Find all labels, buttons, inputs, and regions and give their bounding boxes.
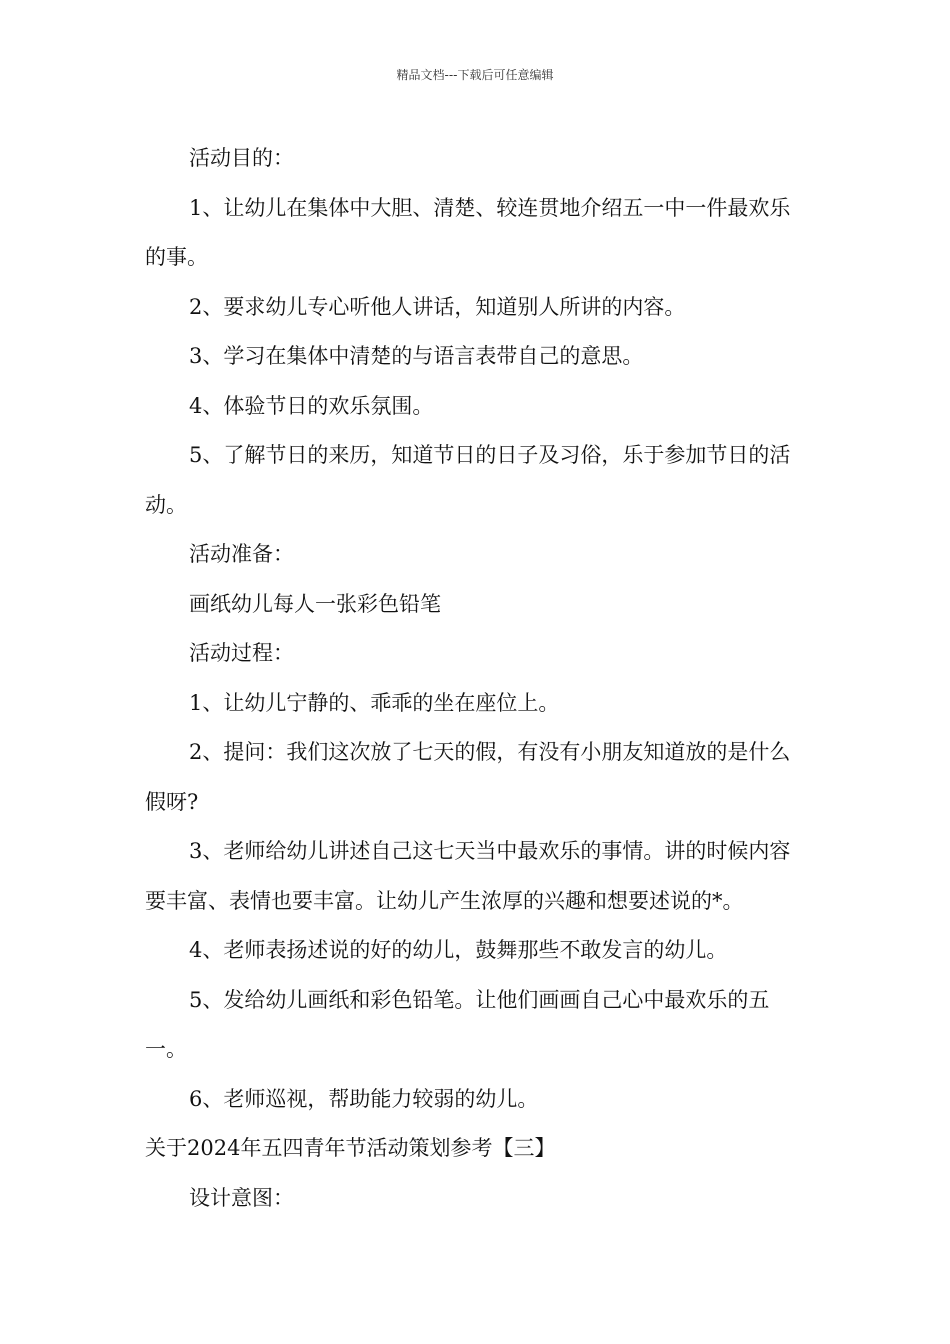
- paragraph-design-intent-heading: 设计意图：: [189, 1185, 294, 1210]
- paragraph-process-1: 1、让幼儿宁静的、乖乖的坐在座位上。: [189, 690, 560, 715]
- section-title: 关于2024年五四青年节活动策划参考【三】: [145, 1136, 556, 1160]
- paragraph-preparation-heading: 活动准备：: [189, 542, 294, 566]
- paragraph-goal-5: 5、了解节日的来历，知道节日的日子及习俗，乐于参加节日的活动。: [145, 443, 791, 517]
- paragraph-process-3: 3、老师给幼儿讲述自己这七天当中最欢乐的事情。讲的时候内容要丰富、表情也要丰富。让幼儿产生浓厚的兴趣和想要述说的*。: [145, 839, 791, 913]
- paragraph-preparation-items: 画纸幼儿每人一张彩色铅笔: [189, 591, 441, 616]
- paragraph-process-6: 6、老师巡视，帮助能力较弱的幼儿。: [189, 1086, 539, 1111]
- paragraph-goal-1: 1、让幼儿在集体中大胆、清楚、较连贯地介绍五一中一件最欢乐的事。: [145, 195, 791, 269]
- paragraph-goal-3: 3、学习在集体中清楚的与语言表带自己的意思。: [189, 344, 644, 368]
- paragraph-process-5: 5、发给幼儿画纸和彩色铅笔。让他们画画自己心中最欢乐的五一。: [145, 987, 770, 1061]
- paragraph-goal-2: 2、要求幼儿专心听他人讲话，知道别人所讲的内容。: [189, 294, 686, 319]
- paragraph-process-4: 4、老师表扬述说的好的幼儿，鼓舞那些不敢发言的幼儿。: [189, 938, 728, 962]
- paragraph-goal-4: 4、体验节日的欢乐氛围。: [189, 393, 434, 418]
- paragraph-process-2: 2、提问：我们这次放了七天的假，有没有小朋友知道放的是什么假呀?: [145, 740, 791, 814]
- page-header: 精品文档---下载后可任意编辑: [396, 68, 554, 82]
- paragraph-process-heading: 活动过程：: [189, 641, 294, 665]
- document-body: [145, 134, 807, 1223]
- paragraph-activity-goal-heading: 活动目的：: [189, 146, 294, 170]
